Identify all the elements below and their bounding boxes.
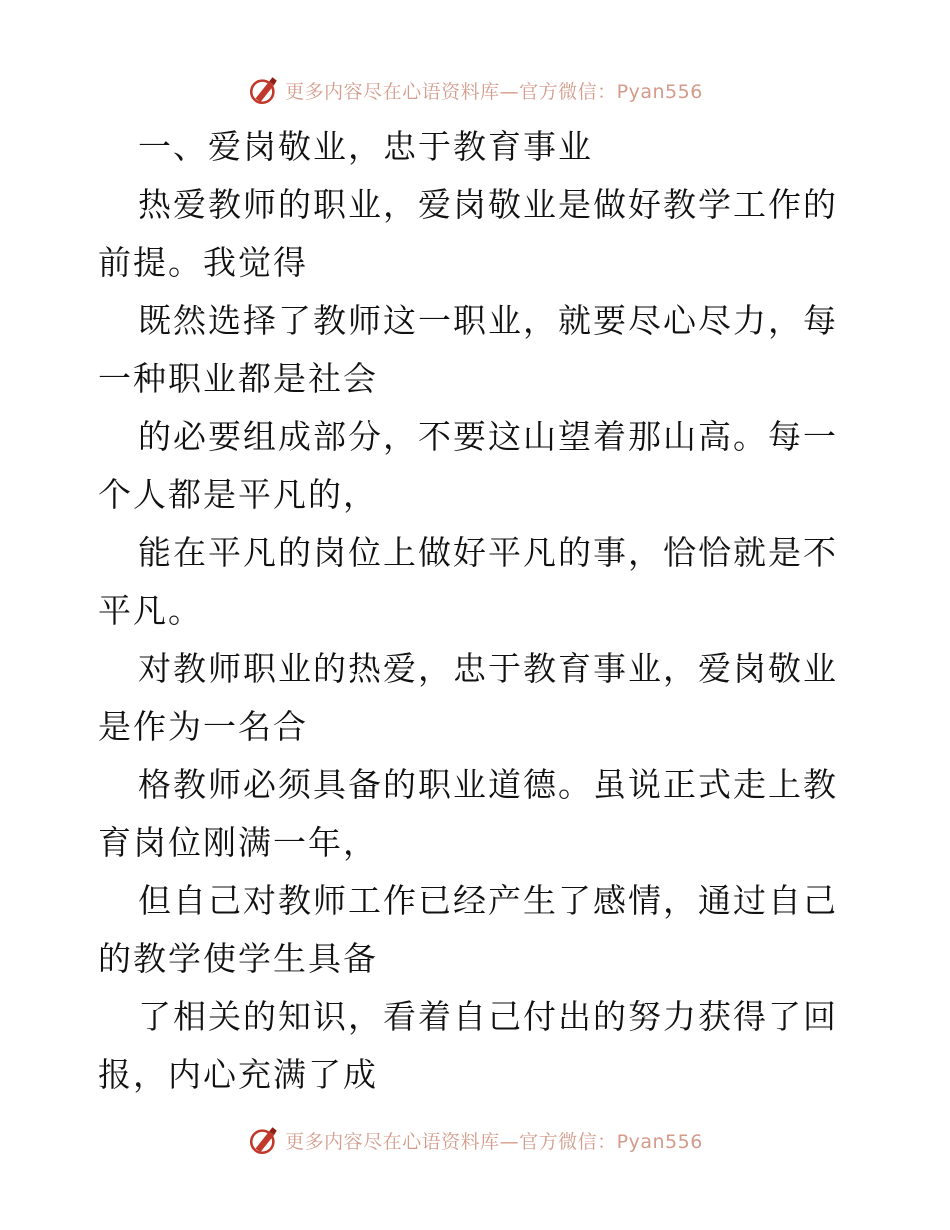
paragraph: 但自己对教师工作已经产生了感情，通过自己的教学使学生具备 [98, 881, 838, 978]
paragraph: 格教师必须具备的职业道德。虽说正式走上教育岗位刚满一年， [98, 765, 838, 862]
pen-nib-logo-icon [247, 1123, 281, 1157]
paragraph-heading: 一、爱岗敬业，忠于教育事业 [138, 127, 593, 166]
paragraph: 既然选择了教师这一职业，就要尽心尽力，每一种职业都是社会 [98, 301, 838, 398]
paragraph: 的必要组成部分，不要这山望着那山高。每一个人都是平凡的， [98, 417, 838, 514]
pen-nib-logo-icon [247, 73, 281, 107]
paragraph: 对教师职业的热爱，忠于教育事业，爱岗敬业是作为一名合 [98, 649, 838, 746]
paragraph: 能在平凡的岗位上做好平凡的事，恰恰就是不平凡。 [98, 533, 838, 630]
header-banner-text: 更多内容尽在心语资料库—官方微信：Pyan556 [285, 80, 703, 103]
document-body [98, 118, 858, 1104]
footer-banner [0, 1120, 950, 1160]
footer-banner-text: 更多内容尽在心语资料库—官方微信：Pyan556 [285, 1130, 703, 1153]
header-banner [0, 70, 950, 110]
paragraph: 了相关的知识，看着自己付出的努力获得了回报，内心充满了成 [98, 997, 838, 1094]
paragraph: 热爱教师的职业，爱岗敬业是做好教学工作的前提。我觉得 [98, 185, 838, 282]
